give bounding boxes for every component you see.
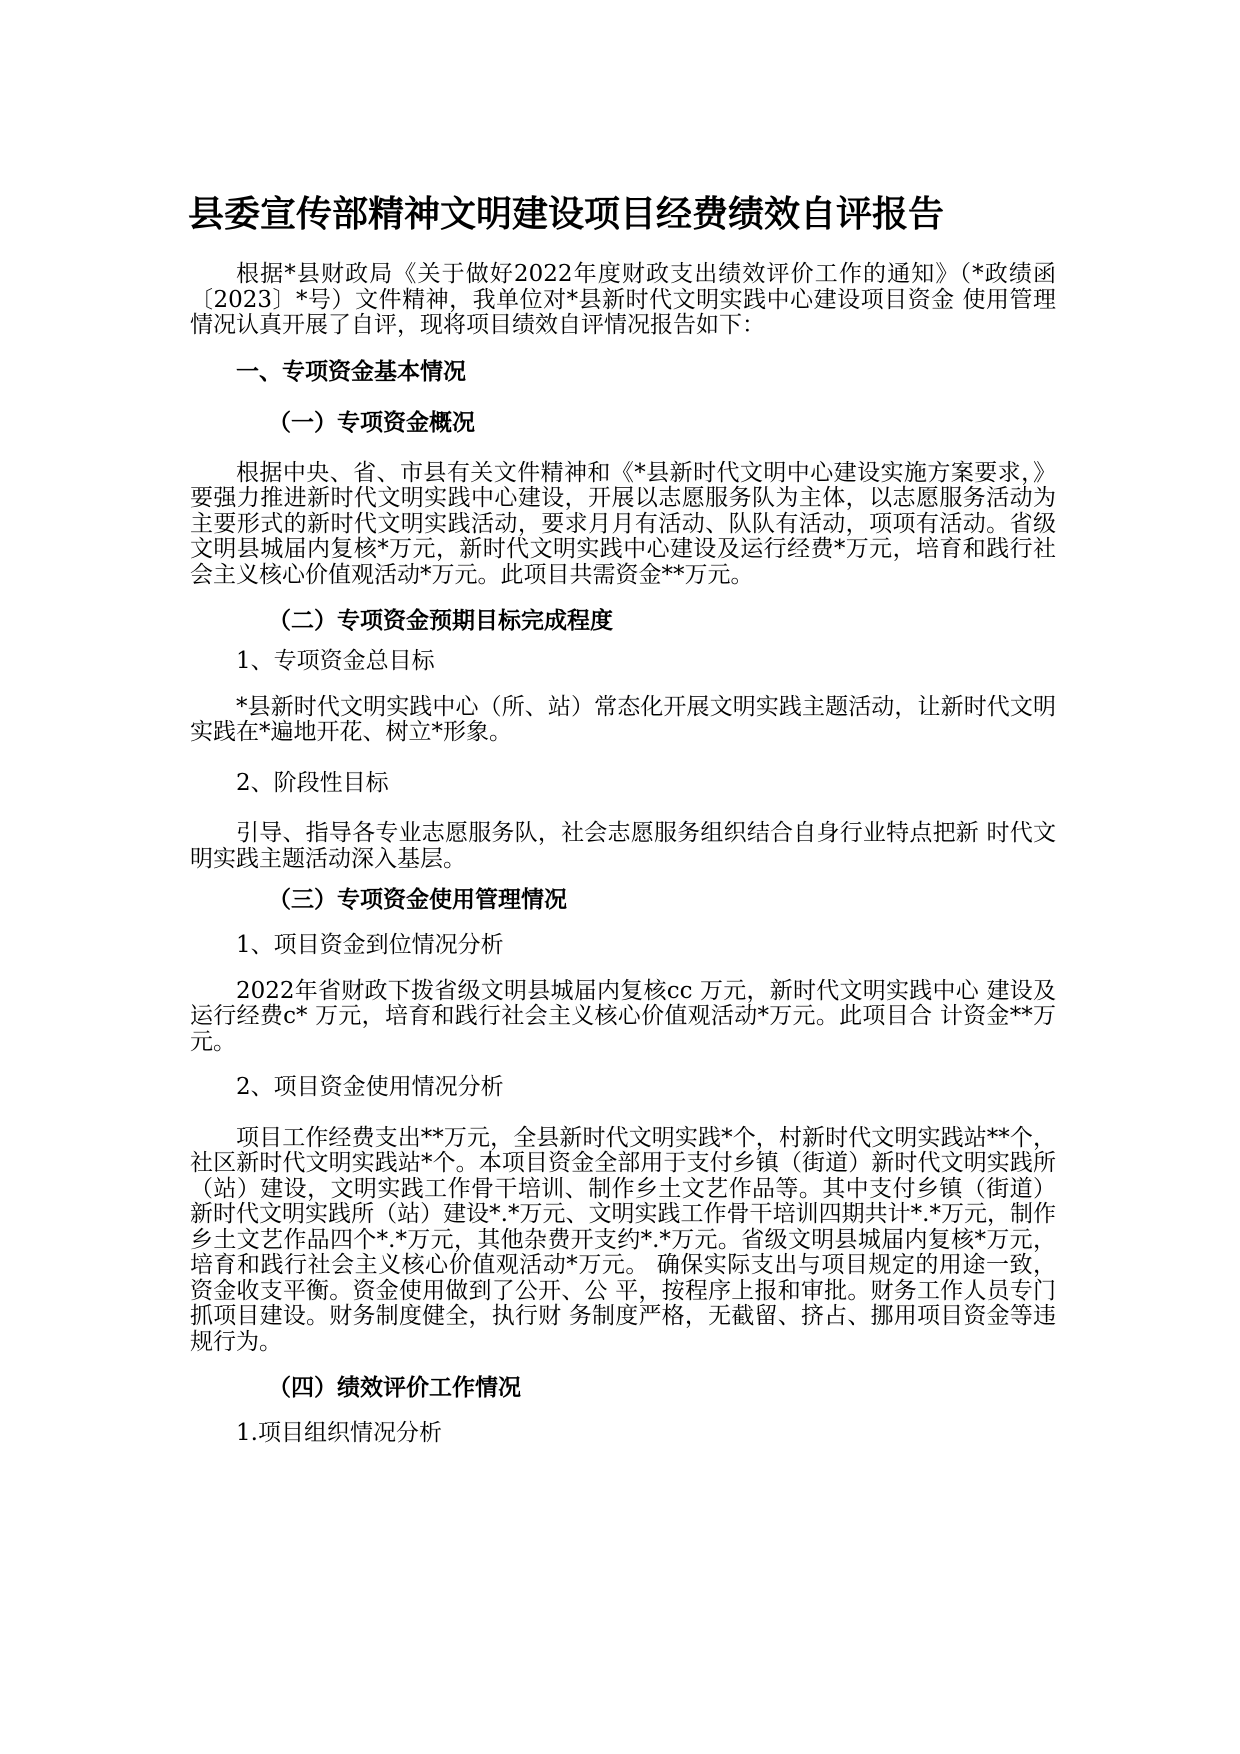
document-body bbox=[190, 262, 1056, 1447]
overall-goal-paragraph: *县新时代文明实践中心（所、站）常态化开展文明实践主题活动，让新时代文明实践在*遍地开花、树立*形象。 bbox=[190, 693, 1056, 745]
subsection-heading-target-completion: （二）专项资金预期目标完成程度 bbox=[268, 608, 613, 634]
item-label-fund-arrival: 1、项目资金到位情况分析 bbox=[236, 932, 504, 958]
item-label-stage-goal: 2、阶段性目标 bbox=[236, 769, 389, 796]
stage-goal-paragraph: 引导、指导各专业志愿服务队，社会志愿服务组织结合自身行业特点把新 时代文明实践主题活动深入基层。 bbox=[190, 820, 1056, 872]
subsection-heading-fund-management: （三）专项资金使用管理情况 bbox=[268, 887, 567, 913]
fund-arrival-paragraph: 2022年省财政下拨省级文明县城届内复核cc 万元，新时代文明实践中心 建设及运行经费c* 万元，培育和践行社会主义核心价值观活动*万元。此项目合 计资金**万元。 bbox=[190, 977, 1056, 1055]
intro-paragraph: 根据*县财政局《关于做好2022年度财政支出绩效评价工作的通知》（*政绩函〔2023〕*号）文件精神，我单位对*县新时代文明实践中心建设项目资金 使用管理情况认真开展了自评，现将项目绩效自评情况报告如下： bbox=[190, 261, 1056, 338]
item-label-project-organization: 1.项目组织情况分析 bbox=[236, 1420, 442, 1446]
section-heading-basic-info: 一、专项资金基本情况 bbox=[236, 358, 466, 385]
item-label-overall-goal: 1、专项资金总目标 bbox=[236, 648, 435, 674]
fund-usage-paragraph: 项目工作经费支出**万元，全县新时代文明实践*个，村新时代文明实践站**个，社区新时代文明实践站*个。本项目资金全部用于支付乡镇（街道）新时代文明实践所（站）建设，文明实践工作骨干培训、制作乡土文艺作品等。其中支付乡镇（街道）新时代文明实践所（站）建设*.*万元、文明实践工作骨干培训四期共计*.*万元，制作乡土文艺作品四个*.*万元，其他杂费开支约*.*万元。省级文明县城届内复核*万元，培育和践行社会主义核心价值观活动*万元。 确保实际支出与项目规定的用途一致，资金收支平衡。资金使用做到了公开、公 平，按程序上报和审批。财务工作人员专门抓项目建设。财务制度健全，执行财 务制度严格，无截留、挤占、挪用项目资金等违规行为。 bbox=[190, 1124, 1056, 1355]
fund-overview-paragraph: 根据中央、省、市县有关文件精神和《*县新时代文明中心建设实施方案要求，》要强力推进新时代文明实践中心建设，开展以志愿服务队为主体，以志愿服务活动为主要形式的新时代文明实践活动，要求月月有活动、队队有活动，项项有活动。省级文明县城届内复核*万元，新时代文明实践中心建设及运行经费*万元，培育和践行社会主义核心价值观活动*万元。此项目共需资金**万元。 bbox=[190, 459, 1056, 588]
subsection-heading-fund-overview: （一）专项资金概况 bbox=[268, 409, 475, 436]
document-title: 县委宣传部精神文明建设项目经费绩效自评报告 bbox=[188, 193, 945, 235]
item-label-fund-usage: 2、项目资金使用情况分析 bbox=[236, 1074, 504, 1100]
subsection-heading-evaluation-work: （四）绩效评价工作情况 bbox=[268, 1375, 521, 1401]
